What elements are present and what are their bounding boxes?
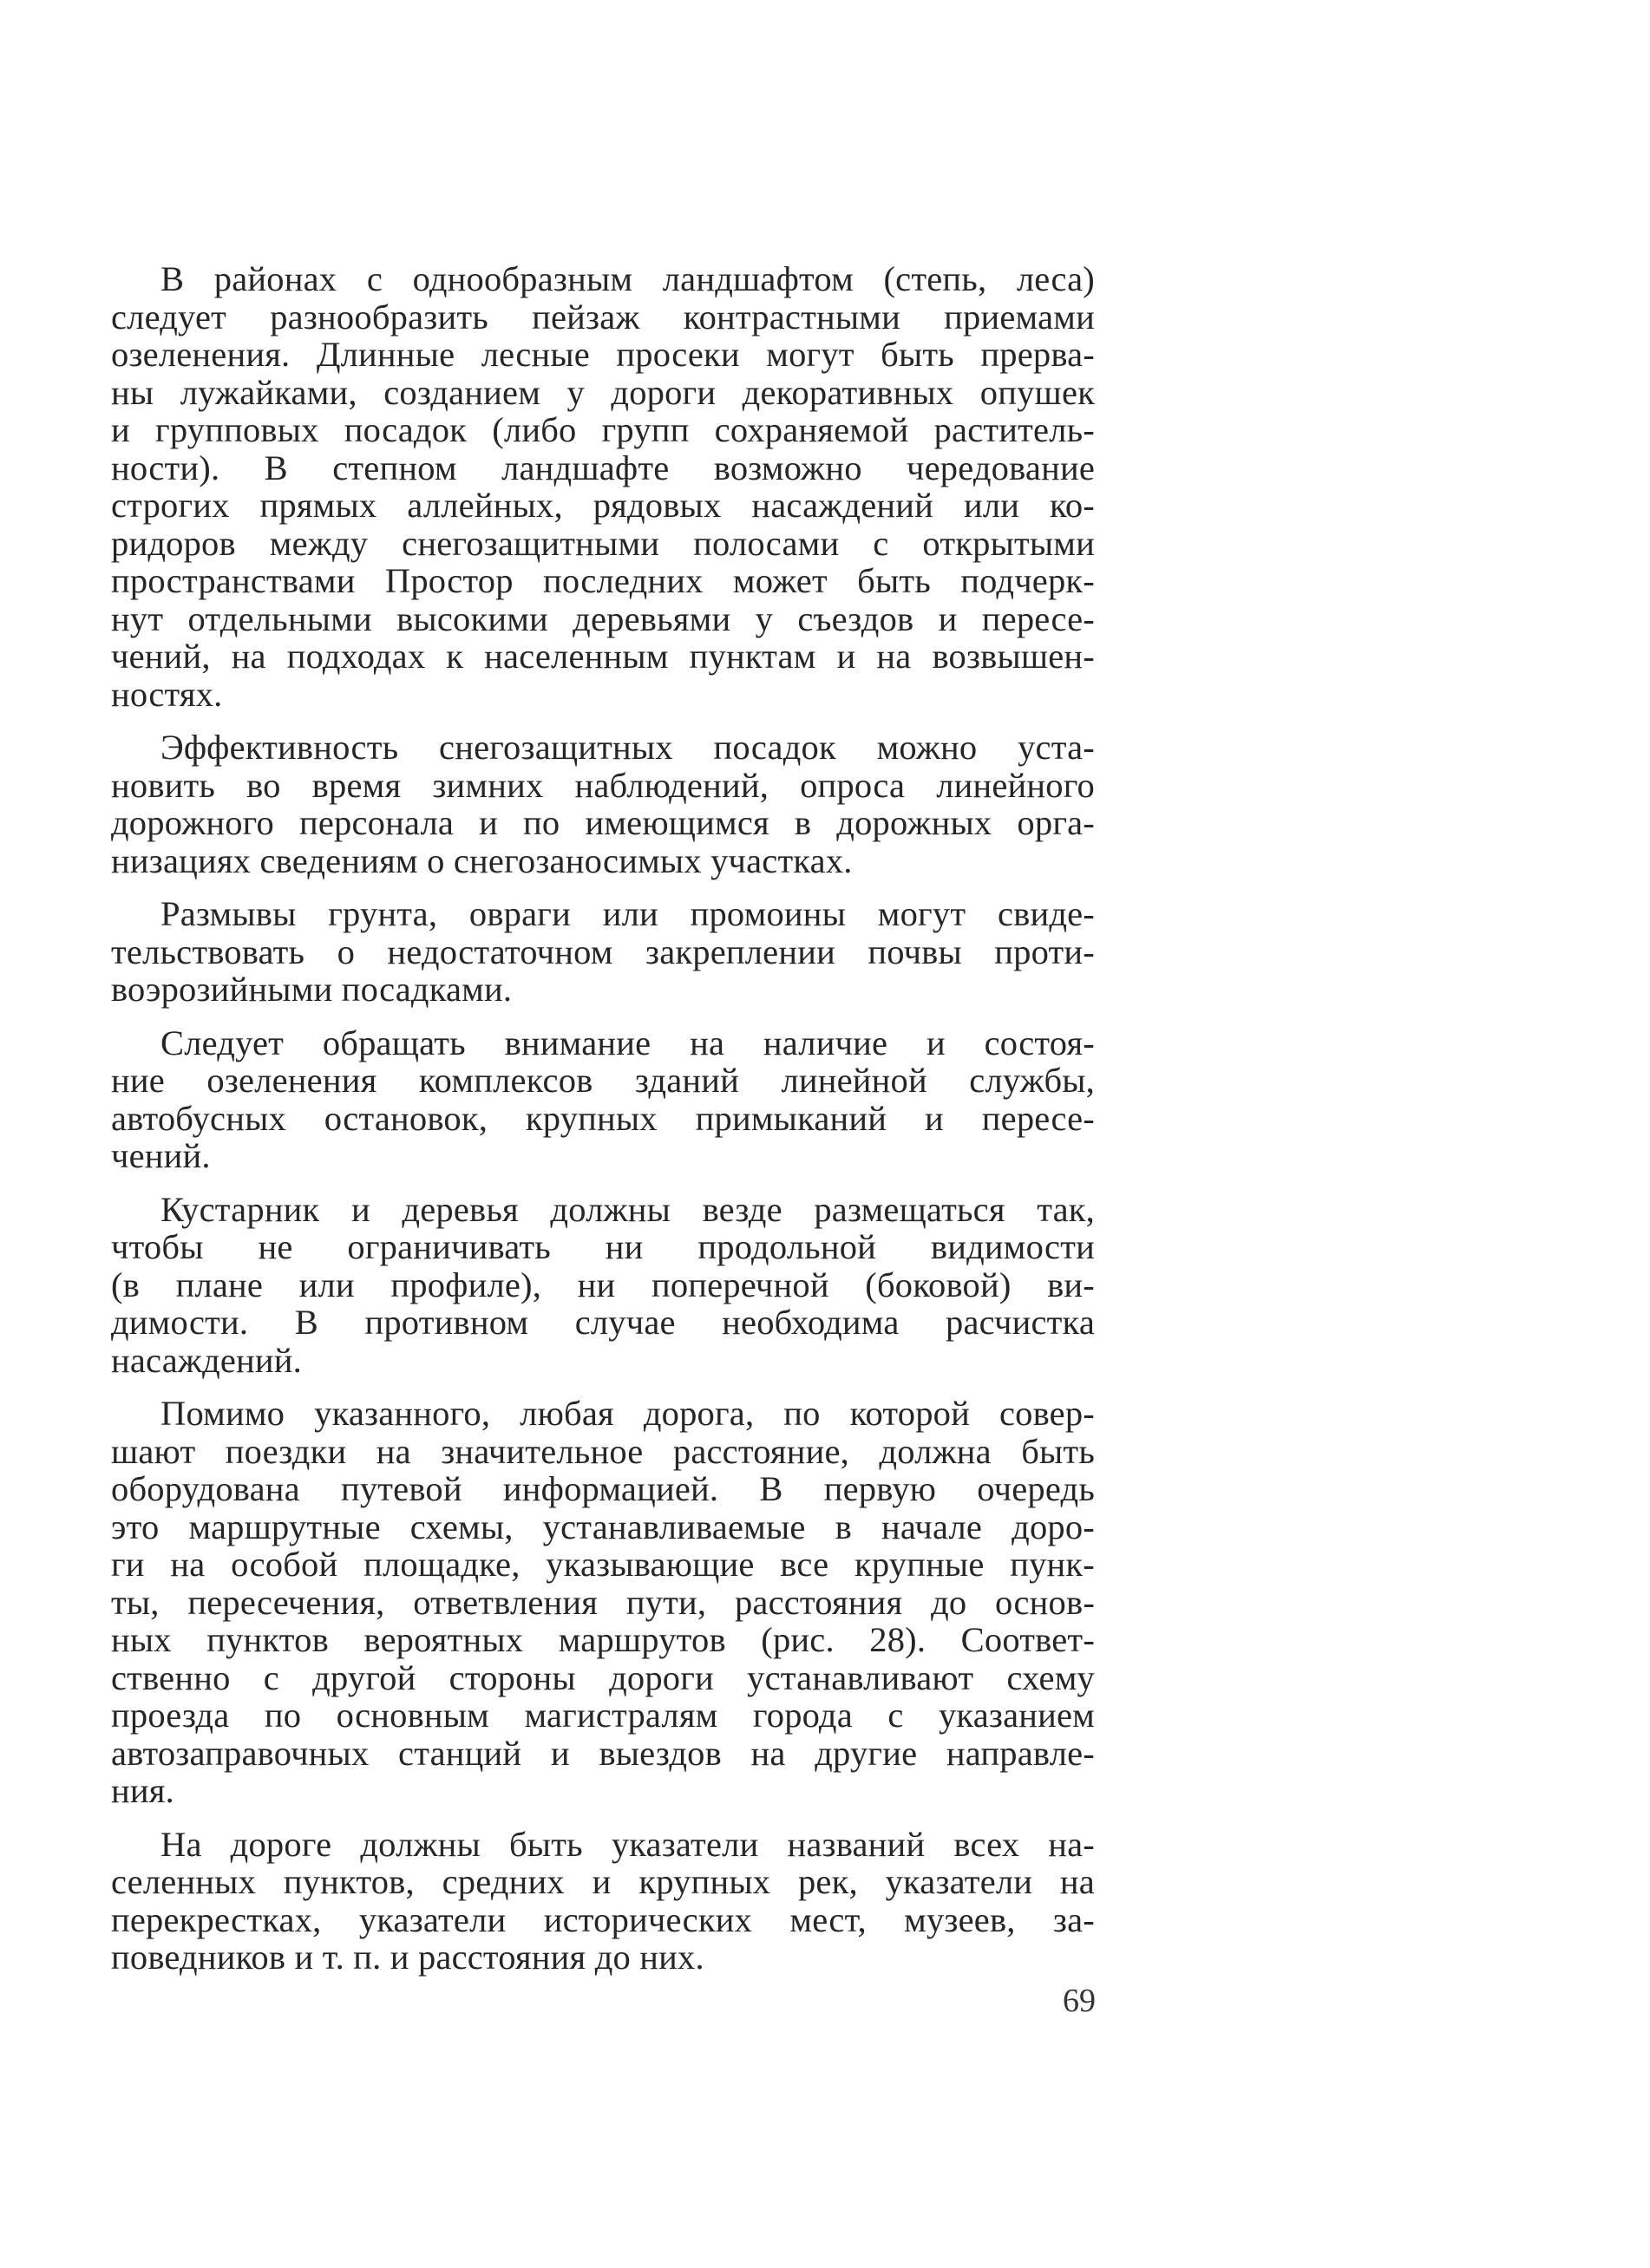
text-line: автобусных остановок, крупных примыканий и пересе- [111, 1098, 1095, 1138]
paragraph [111, 1395, 1095, 1810]
paragraph [111, 1826, 1095, 1977]
text-line: На дороге должны быть указатели названий всех на- [160, 1824, 1095, 1864]
text-line: озеленения. Длинные лесные просеки могут быть прерва- [111, 335, 1095, 374]
body-text [111, 260, 1095, 1992]
text-line: оборудована путевой информацией. В первую очередь [111, 1469, 1095, 1508]
text-line: низациях сведениям о снегозаносимых участках. [111, 840, 853, 880]
page-number: 69 [1063, 1983, 1096, 2019]
text-line: Кустарник и деревья должны везде размещаться так, [160, 1189, 1095, 1229]
text-line: ны лужайками, созданием у дороги декоративных опушек [111, 372, 1095, 412]
text-line: (в плане или профиле), ни поперечной (боковой) ви- [111, 1265, 1095, 1304]
text-line: В районах с однообразным ландшафтом (степь, леса) [160, 259, 1095, 298]
text-line: Размывы грунта, овраги или промоины могут свиде- [160, 894, 1095, 933]
text-line: строгих прямых аллейных, рядовых насаждений или ко- [111, 486, 1095, 525]
text-line: тельствовать о недостаточном закреплении почвы проти- [111, 931, 1095, 971]
text-line: воэрозийными посадками. [111, 970, 513, 1009]
text-line: насаждений. [111, 1340, 303, 1380]
paragraph [111, 729, 1095, 879]
paragraph [111, 1024, 1095, 1175]
text-line: это маршрутные схемы, устанавливаемые в начале доро- [111, 1507, 1095, 1546]
text-line: чтобы не ограничивать ни продольной видимости [111, 1227, 1095, 1266]
text-line: ние озеленения комплексов зданий линейной службы, [111, 1061, 1095, 1100]
text-line: нут отдельными высокими деревьями у съездов и пересе- [111, 598, 1095, 638]
text-line: перекрестках, указатели исторических мест, музеев, за- [111, 1899, 1095, 1939]
text-line: новить во время зимних наблюдений, опроса линейного [111, 765, 1095, 805]
text-line: следует разнообразить пейзаж контрастными приемами [111, 297, 1095, 337]
text-line: ридоров между снегозащитными полосами с открытыми [111, 523, 1095, 563]
text-line: Следует обращать внимание на наличие и состоя- [160, 1023, 1095, 1062]
text-line: ния. [111, 1771, 174, 1810]
text-line: и групповых посадок (либо групп сохраняемой раститель- [111, 410, 1095, 449]
text-line: ности). В степном ландшафте возможно чередование [111, 448, 1095, 487]
text-line: пространствами Простор последних может быть подчерк- [111, 561, 1095, 600]
text-line: Помимо указанного, любая дорога, по которой совер- [160, 1394, 1095, 1433]
text-line: поведников и т. п. и расстояния до них. [111, 1938, 704, 1977]
text-line: ностях. [111, 674, 223, 714]
paragraph [111, 895, 1095, 1009]
text-line: чений, на подходах к населенным пунктам и на возвышен- [111, 637, 1095, 676]
text-line: дорожного персонала и по имеющимся в дорожных орга- [111, 803, 1095, 842]
text-line: димости. В противном случае необходима расчистка [111, 1303, 1095, 1342]
paragraph [111, 260, 1095, 713]
text-line: Эффективность снегозащитных посадок можно уста- [160, 728, 1095, 767]
text-line: ты, пересечения, ответвления пути, расстояния до основ- [111, 1582, 1095, 1622]
text-line: ственно с другой стороны дороги устанавливают схему [111, 1657, 1095, 1697]
text-line: чений. [111, 1136, 211, 1175]
text-line: автозаправочных станций и выездов на другие направле- [111, 1733, 1095, 1773]
text-line: ных пунктов вероятных маршрутов (рис. 28). Соответ- [111, 1620, 1095, 1659]
paragraph [111, 1191, 1095, 1380]
text-line: селенных пунктов, средних и крупных рек, указатели на [111, 1862, 1095, 1901]
text-line: ги на особой площадке, указывающие все крупные пунк- [111, 1545, 1095, 1584]
text-line: шают поездки на значительное расстояние, должна быть [111, 1431, 1095, 1471]
text-line: проезда по основным магистралям города с указанием [111, 1696, 1095, 1735]
